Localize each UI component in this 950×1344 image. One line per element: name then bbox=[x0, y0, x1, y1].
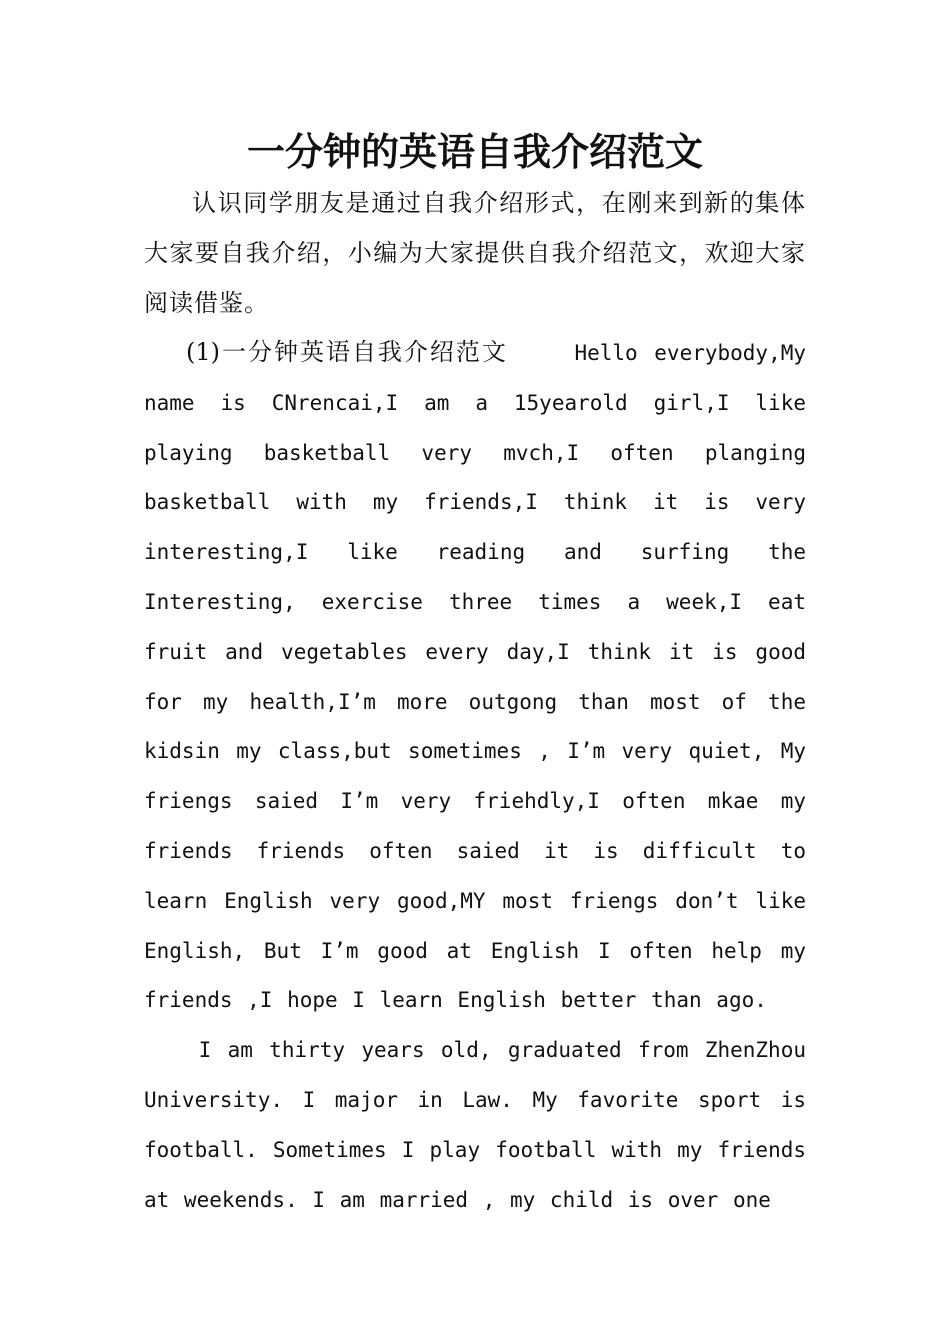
paragraph-2: I am thirty years old, graduated from ZhenZhou University. I major in Law. My favorite sport is football. Sometimes I play football with my friends at weekends. I am married , my child is over one bbox=[144, 1038, 806, 1212]
section1-paragraph bbox=[144, 328, 806, 1026]
document-title: 一分钟的英语自我介绍范文 bbox=[246, 129, 703, 174]
section1-heading: (1)一分钟英语自我介绍范文 bbox=[186, 338, 508, 366]
document-body bbox=[144, 178, 806, 1225]
intro-paragraph: 认识同学朋友是通过自我介绍形式，在刚来到新的集体大家要自我介绍，小编为大家提供自我介绍范文，欢迎大家阅读借鉴。 bbox=[144, 189, 806, 317]
section1-text: Hello everybody,My name is CNrencai,I am a 15yearold girl,I like playing basketball very mvch,I often planging basketball with my friends,I think it is very interesting,I like reading and surfing the Interesting, exercise three times a week,I eat fruit and vegetables every day,I think it is good for my health,I’m more outgong than most of the kidsin my class,but sometimes , I’m very quiet, My friengs saied I’m very friehdly,I often mkae my friends friends often saied it is difficult to learn English very good,MY most friengs don’t like English, But I’m good at English I often help my friends ,I hope I learn English better than ago. bbox=[144, 341, 807, 1013]
